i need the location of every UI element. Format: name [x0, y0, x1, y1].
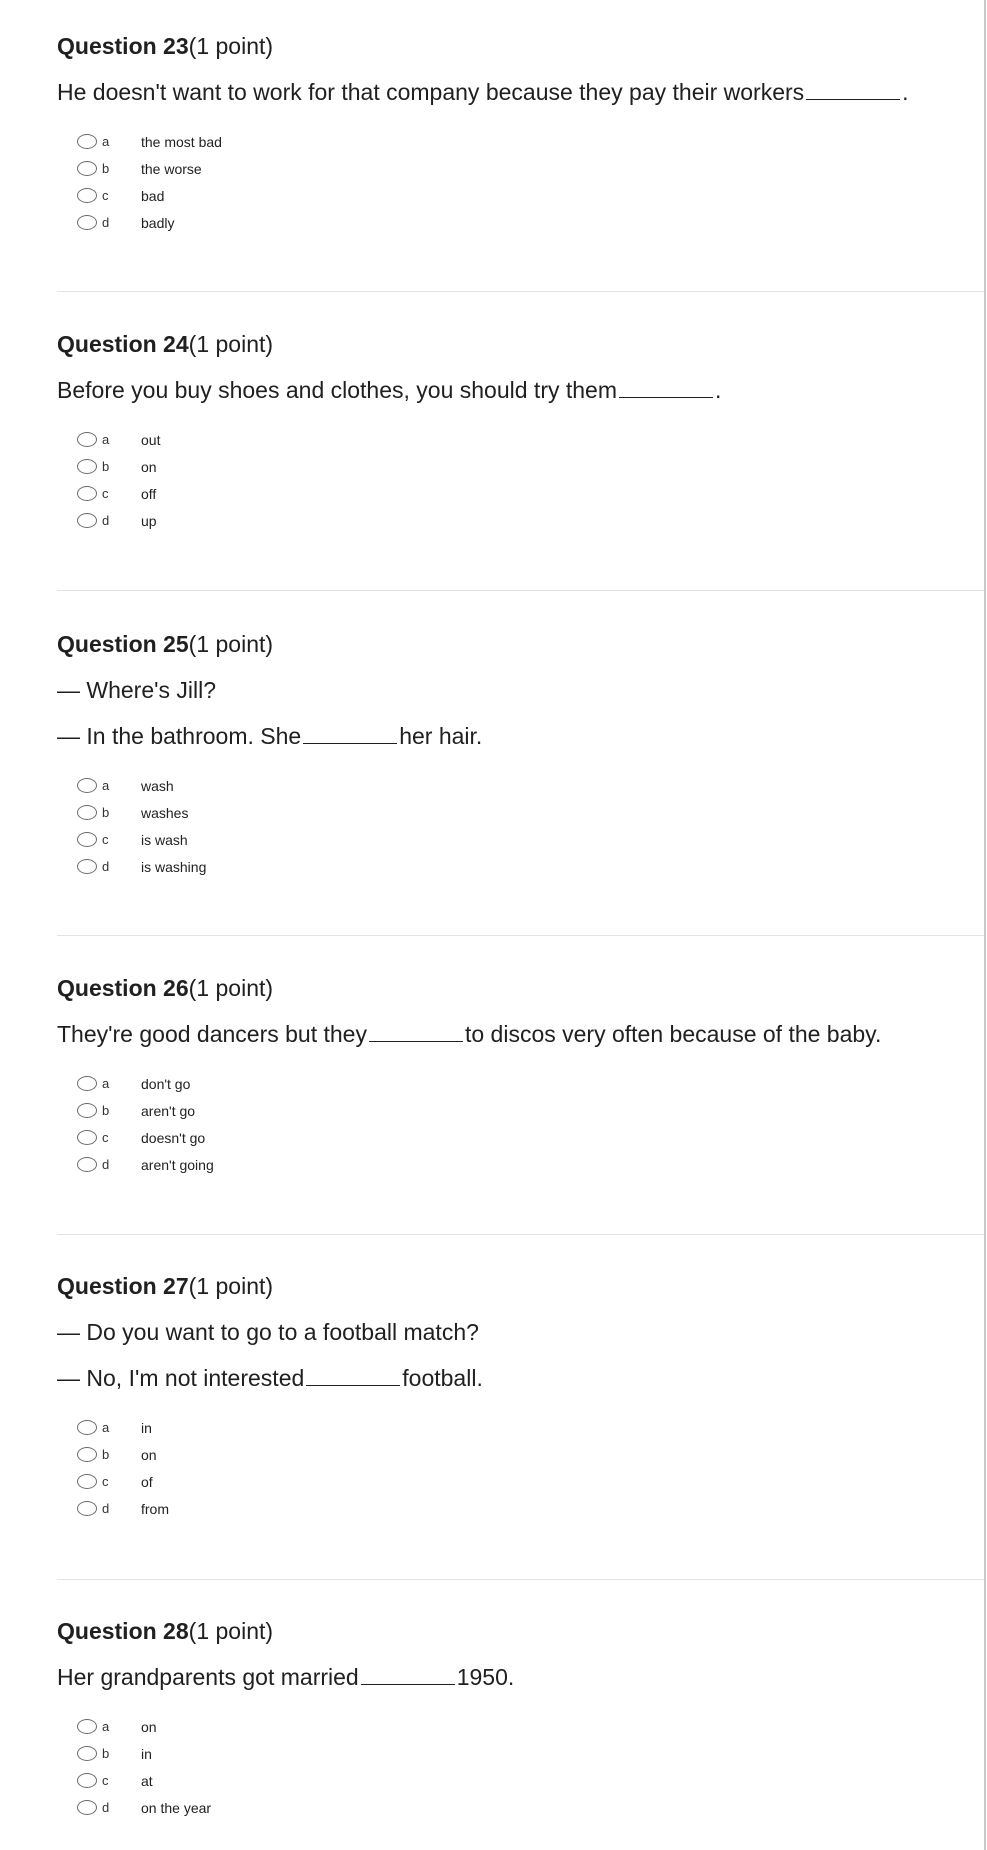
option-c[interactable]: c of	[57, 1468, 984, 1495]
question-text-line-1: — Do you want to go to a football match?	[57, 1319, 479, 1345]
radio-button[interactable]	[77, 1076, 97, 1091]
option-a[interactable]: a on	[57, 1713, 984, 1740]
radio-button[interactable]	[77, 1746, 97, 1761]
question-title: Question 23(1 point)	[57, 33, 274, 59]
radio-button[interactable]	[77, 1157, 97, 1172]
radio-button[interactable]	[77, 459, 97, 474]
question-text: Her grandparents got married 1950.	[57, 1664, 515, 1690]
answer-options	[57, 128, 984, 236]
answer-options	[57, 772, 984, 880]
option-a[interactable]: a don't go	[57, 1070, 984, 1097]
radio-button[interactable]	[77, 215, 97, 230]
option-b[interactable]: b on	[57, 1441, 984, 1468]
option-d[interactable]: d on the year	[57, 1794, 984, 1821]
option-c[interactable]: c off	[57, 480, 984, 507]
option-b[interactable]: b in	[57, 1740, 984, 1767]
question-text: He doesn't want to work for that company because they pay their workers .	[57, 79, 909, 105]
option-d[interactable]: d is washing	[57, 853, 984, 880]
question-26	[57, 974, 984, 1178]
answer-blank	[619, 379, 713, 398]
radio-button[interactable]	[77, 1420, 97, 1435]
question-text: They're good dancers but they to discos very often because of the baby.	[57, 1021, 882, 1047]
radio-button[interactable]	[77, 188, 97, 203]
option-a[interactable]: a out	[57, 426, 984, 453]
radio-button[interactable]	[77, 1447, 97, 1462]
radio-button[interactable]	[77, 134, 97, 149]
radio-button[interactable]	[77, 1474, 97, 1489]
radio-button[interactable]	[77, 832, 97, 847]
radio-button[interactable]	[77, 859, 97, 874]
option-a[interactable]: a wash	[57, 772, 984, 799]
answer-options	[57, 1713, 984, 1821]
question-title: Question 25(1 point)	[57, 631, 274, 657]
question-28	[57, 1617, 984, 1821]
answer-blank	[306, 1367, 400, 1386]
radio-button[interactable]	[77, 161, 97, 176]
option-c[interactable]: c is wash	[57, 826, 984, 853]
question-27	[57, 1272, 984, 1522]
divider	[57, 1579, 984, 1580]
question-title: Question 24(1 point)	[57, 331, 274, 357]
question-title: Question 27(1 point)	[57, 1273, 274, 1299]
radio-button[interactable]	[77, 513, 97, 528]
radio-button[interactable]	[77, 1800, 97, 1815]
radio-button[interactable]	[77, 1130, 97, 1145]
question-25	[57, 630, 984, 880]
question-24	[57, 330, 984, 534]
divider	[57, 291, 984, 292]
question-text-line-2: — No, I'm not interested football.	[57, 1365, 483, 1391]
option-a[interactable]: a the most bad	[57, 128, 984, 155]
radio-button[interactable]	[77, 432, 97, 447]
radio-button[interactable]	[77, 805, 97, 820]
divider	[57, 590, 984, 591]
answer-blank	[303, 725, 397, 744]
question-text: Before you buy shoes and clothes, you should try them .	[57, 377, 722, 403]
option-d[interactable]: d aren't going	[57, 1151, 984, 1178]
option-d[interactable]: d badly	[57, 209, 984, 236]
option-c[interactable]: c bad	[57, 182, 984, 209]
option-d[interactable]: d from	[57, 1495, 984, 1522]
answer-blank	[369, 1023, 463, 1042]
answer-options	[57, 1414, 984, 1522]
radio-button[interactable]	[77, 1719, 97, 1734]
radio-button[interactable]	[77, 486, 97, 501]
radio-button[interactable]	[77, 1103, 97, 1118]
divider	[57, 935, 984, 936]
answer-options	[57, 1070, 984, 1178]
option-b[interactable]: b the worse	[57, 155, 984, 182]
question-text-line-1: — Where's Jill?	[57, 677, 217, 703]
question-text-line-2: — In the bathroom. She her hair.	[57, 723, 483, 749]
option-c[interactable]: c at	[57, 1767, 984, 1794]
radio-button[interactable]	[77, 1773, 97, 1788]
question-23	[57, 32, 984, 236]
question-title: Question 26(1 point)	[57, 975, 274, 1001]
option-b[interactable]: b on	[57, 453, 984, 480]
radio-button[interactable]	[77, 778, 97, 793]
option-c[interactable]: c doesn't go	[57, 1124, 984, 1151]
option-a[interactable]: a in	[57, 1414, 984, 1441]
question-title: Question 28(1 point)	[57, 1618, 274, 1644]
answer-blank	[361, 1666, 455, 1685]
answer-options	[57, 426, 984, 534]
option-b[interactable]: b washes	[57, 799, 984, 826]
radio-button[interactable]	[77, 1501, 97, 1516]
option-b[interactable]: b aren't go	[57, 1097, 984, 1124]
option-d[interactable]: d up	[57, 507, 984, 534]
divider	[57, 1234, 984, 1235]
answer-blank	[806, 81, 900, 100]
